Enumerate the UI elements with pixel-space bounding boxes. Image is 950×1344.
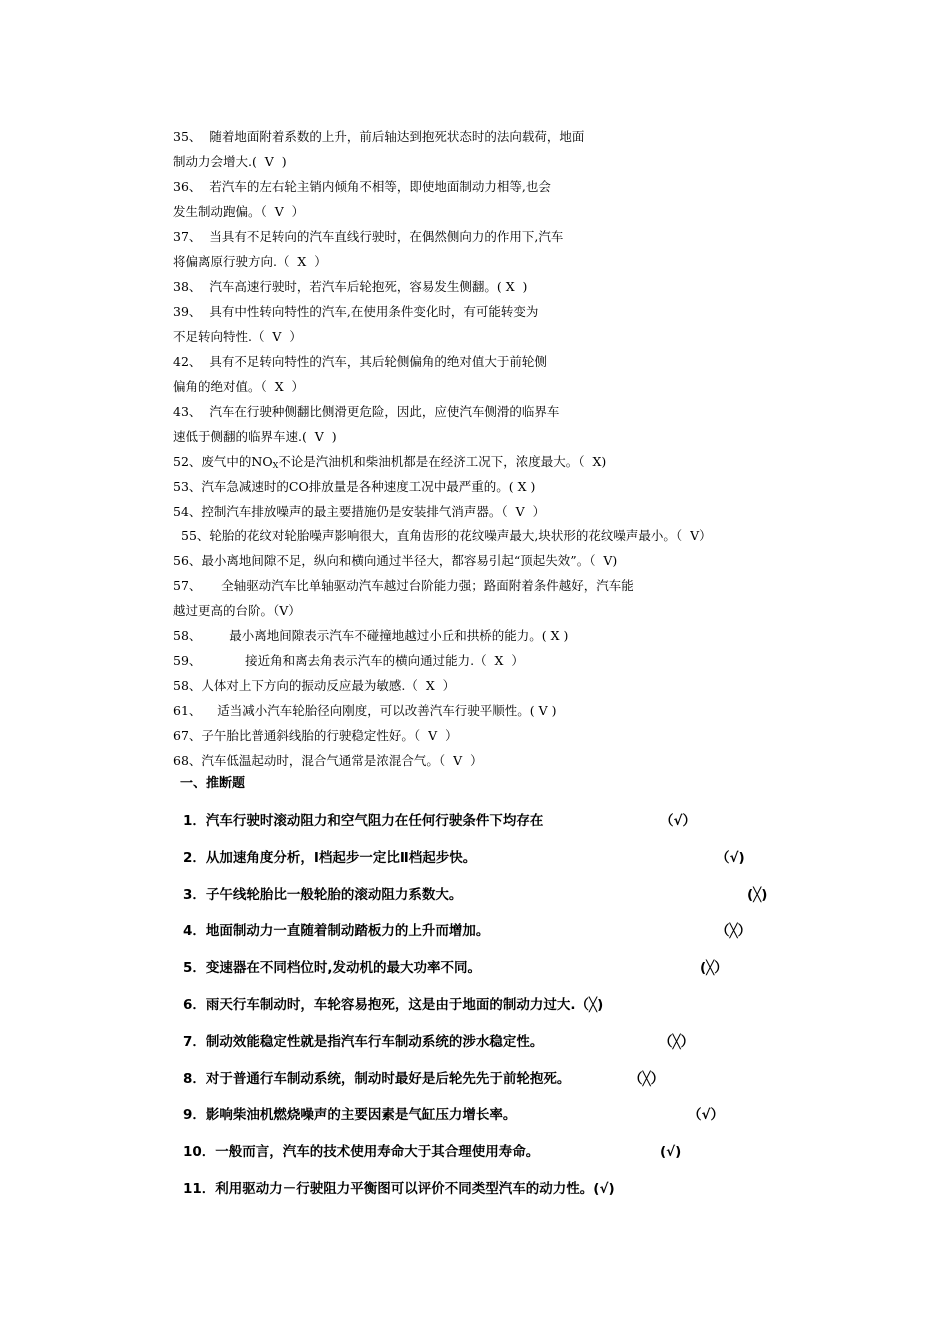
line52-prefix: 52、废气中的NO xyxy=(173,454,273,469)
text-line-52 xyxy=(173,454,606,474)
text-line-37b: 将偏离原行驶方向.（ X ） xyxy=(173,254,327,269)
text-line-39a: 39、 具有中性转向特性的汽车,在使用条件变化时，有可能转变为 xyxy=(173,304,539,319)
question-5: 5．变速器在不同档位时,发动机的最大功率不同。 xyxy=(183,960,482,976)
question-8-answer: （╳） xyxy=(629,1071,665,1087)
line52-suffix: 不论是汽油机和柴油机都是在经济工况下，浓度最大。（ X) xyxy=(278,454,607,469)
question-9: 9．影响柴油机燃烧噪声的主要因素是气缸压力增长率。 xyxy=(183,1107,517,1123)
text-line-43b: 速低于侧翻的临界车速.( V ) xyxy=(173,429,337,444)
text-line-56: 56、最小离地间隙不足，纵向和横向通过半径大，都容易引起“顶起失效”。（ V) xyxy=(173,553,618,568)
question-11: 11．利用驱动力－行驶阻力平衡图可以评价不同类型汽车的动力性。(√) xyxy=(183,1181,615,1197)
question-3-answer: (╳) xyxy=(747,887,768,903)
text-line-58b: 58、人体对上下方向的振动反应最为敏感.（ X ） xyxy=(173,678,456,693)
question-10-answer: (√) xyxy=(660,1144,682,1160)
text-line-36a: 36、 若汽车的左右轮主销内倾角不相等，即使地面制动力相等,也会 xyxy=(173,179,551,194)
question-1: 1．汽车行驶时滚动阻力和空气阻力在任何行驶条件下均存在 xyxy=(183,813,544,829)
text-line-59: 59、 接近角和离去角表示汽车的横向通过能力.（ X ） xyxy=(173,653,524,668)
text-line-42a: 42、 具有不足转向特性的汽车，其后轮侧偏角的绝对值大于前轮侧 xyxy=(173,354,547,369)
question-8: 8．对于普通行车制动系统，制动时最好是后轮先先于前轮抱死。 xyxy=(183,1071,571,1087)
text-line-35a: 35、 随着地面附着系数的上升，前后轴达到抱死状态时的法向载荷，地面 xyxy=(173,129,585,144)
text-line-57b: 越过更高的台阶。（V） xyxy=(173,603,301,618)
question-5-answer: (╳） xyxy=(700,960,728,976)
text-line-37a: 37、 当具有不足转向的汽车直线行驶时，在偶然侧向力的作用下,汽车 xyxy=(173,229,564,244)
text-line-43a: 43、 汽车在行驶种侧翻比侧滑更危险，因此，应使汽车侧滑的临界车 xyxy=(173,404,560,419)
question-7: 7．制动效能稳定性就是指汽车行车制动系统的涉水稳定性。 xyxy=(183,1034,544,1050)
text-line-54: 54、控制汽车排放噪声的最主要措施仍是安装排气消声器。（ V ） xyxy=(173,504,546,519)
question-6: 6．雨天行车制动时，车轮容易抱死，这是由于地面的制动力过大.（╳) xyxy=(183,997,604,1013)
text-line-42b: 偏角的绝对值。（ X ） xyxy=(173,379,305,394)
question-4-answer: （╳） xyxy=(716,923,752,939)
question-10: 10．一般而言，汽车的技术使用寿命大于其合理使用寿命。 xyxy=(183,1144,540,1160)
text-line-68: 68、汽车低温起动时，混合气通常是浓混合气。（ V ） xyxy=(173,753,483,768)
text-line-57a: 57、 全轴驱动汽车比单轴驱动汽车越过台阶能力强；路面附着条件越好，汽车能 xyxy=(173,578,634,593)
text-line-38: 38、 汽车高速行驶时，若汽车后轮抱死，容易发生侧翻。( X ) xyxy=(173,279,528,294)
line52-subscript: X xyxy=(272,461,279,470)
question-2-answer: （√) xyxy=(716,850,745,866)
text-line-55: 55、轮胎的花纹对轮胎噪声影响很大，直角齿形的花纹噪声最大,块状形的花纹噪声最小。（ V） xyxy=(181,528,712,543)
question-3: 3．子午线轮胎比一般轮胎的滚动阻力系数大。 xyxy=(183,887,463,903)
text-line-67: 67、子午胎比普通斜线胎的行驶稳定性好。（ V ） xyxy=(173,728,458,743)
question-2: 2．从加速角度分析，Ⅰ档起步一定比Ⅱ档起步快。 xyxy=(183,850,477,866)
question-7-answer: （╳） xyxy=(659,1034,695,1050)
question-1-answer: （√） xyxy=(660,813,697,829)
text-line-53: 53、汽车急减速时的CO排放量是各种速度工况中最严重的。( X ) xyxy=(173,479,536,494)
text-line-58: 58、 最小离地间隙表示汽车不碰撞地越过小丘和拱桥的能力。( X ) xyxy=(173,628,569,643)
question-4: 4．地面制动力一直随着制动踏板力的上升而增加。 xyxy=(183,923,490,939)
text-line-35b: 制动力会增大.( V ) xyxy=(173,154,287,169)
question-9-answer: （√） xyxy=(688,1107,725,1123)
text-line-36b: 发生制动跑偏。（ V ） xyxy=(173,204,305,219)
text-line-61: 61、 适当减小汽车轮胎径向刚度，可以改善汽车行驶平顺性。( V ) xyxy=(173,703,557,718)
text-line-39b: 不足转向特性.（ V ） xyxy=(173,329,302,344)
section-heading: 一、推断题 xyxy=(180,776,246,791)
